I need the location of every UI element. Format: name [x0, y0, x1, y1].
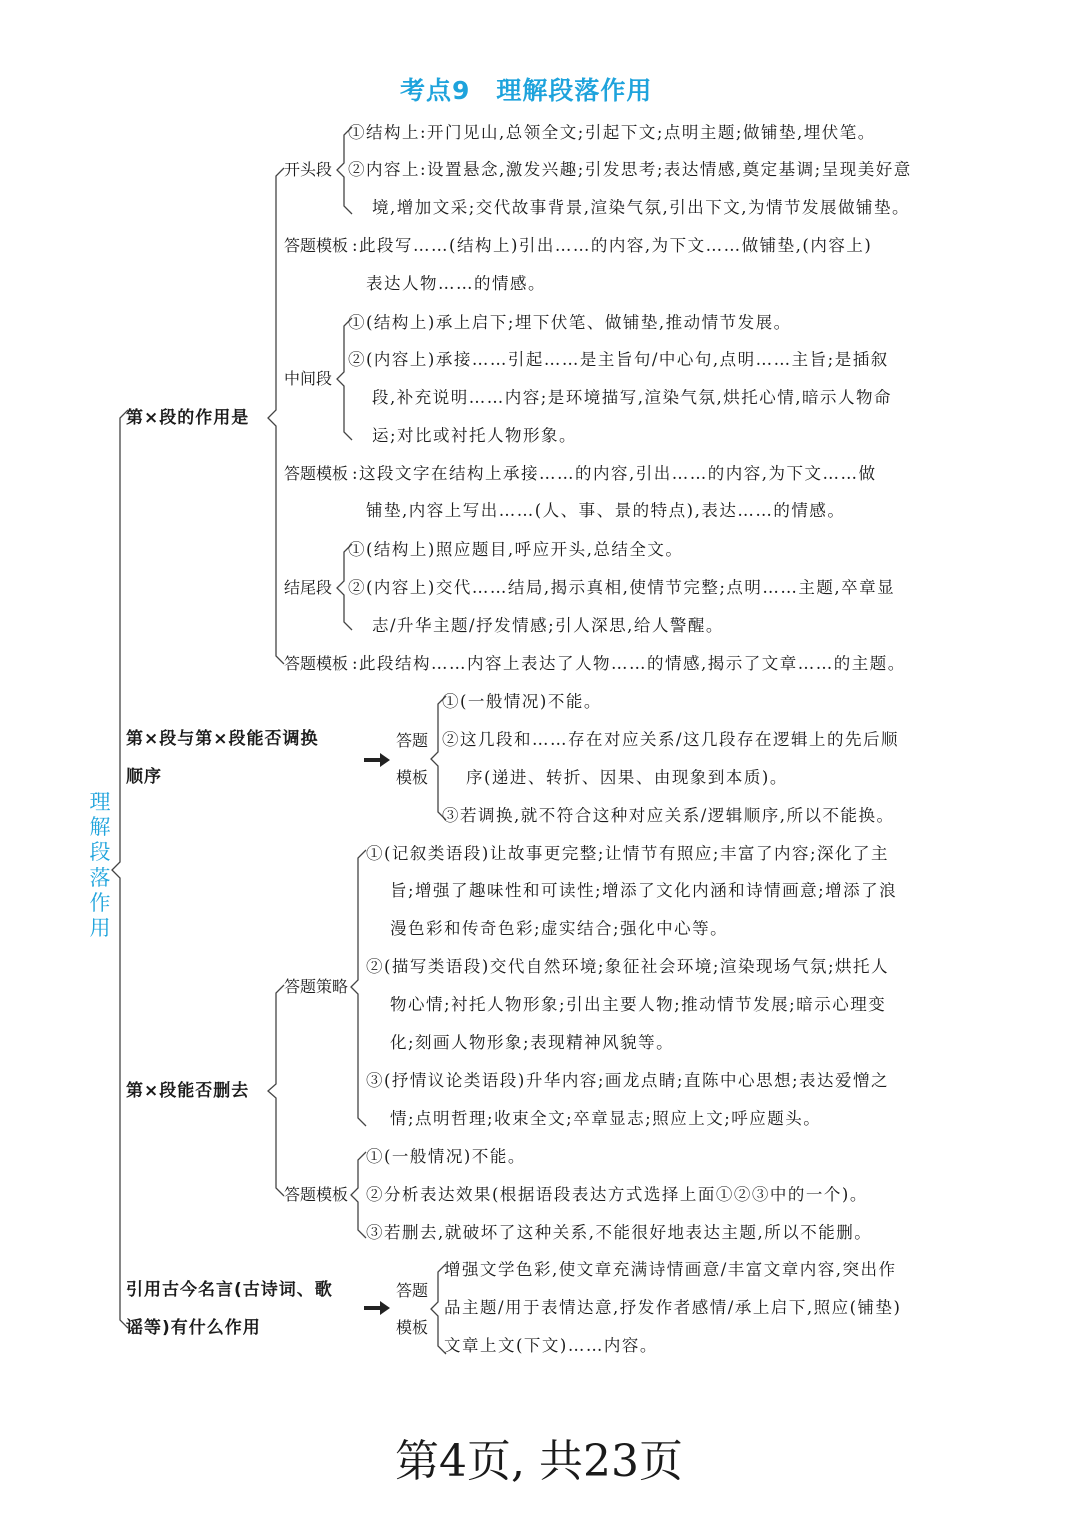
- delete-template-2: ②分析表达效果(根据语段表达方式选择上面①②③中的一个)。: [366, 1185, 868, 1204]
- label-swap-dati: 答题: [396, 731, 429, 750]
- delete-template-brace: [351, 1152, 366, 1238]
- zhongjian-line-2c: 运;对比或衬托人物形象。: [372, 426, 578, 445]
- strategy-line-1b: 旨;增强了趣味性和可读性;增添了文化内涵和诗情画意;增添了浪: [390, 881, 898, 900]
- topic1-brace: [268, 168, 284, 664]
- kaitou-template-b: 表达人物……的情感。: [366, 274, 546, 293]
- topic-delete: 第×段能否删去: [126, 1081, 250, 1101]
- main-brace: [112, 410, 128, 1328]
- kaitou-template-a: :此段写……(结构上)引出……的内容,为下文……做铺垫,(内容上): [352, 236, 873, 255]
- strategy-line-2c: 化;刻画人物形象;表现精神风貌等。: [390, 1033, 675, 1052]
- arrow-quote: [364, 1301, 390, 1315]
- delete-template-3: ③若删去,就破坏了这种关系,不能很好地表达主题,所以不能删。: [366, 1223, 873, 1242]
- topic-quote-line1: 引用古今名言(古诗词、歌: [126, 1280, 333, 1300]
- strategy-line-3b: 情;点明哲理;收束全文;卒章显志;照应上文;呼应题头。: [390, 1109, 822, 1128]
- label-jiewei: 结尾段: [284, 578, 333, 597]
- delete-template-1: ①(一般情况)不能。: [366, 1147, 526, 1166]
- strategy-line-2b: 物心情;衬托人物形象;引出主要人物;推动情节发展;暗示心理变: [390, 995, 887, 1014]
- quote-line-2: 品主题/用于表情达意,抒发作者感情/承上启下,照应(铺垫): [444, 1298, 902, 1317]
- zhongjian-line-2a: ②(内容上)承接……引起……是主旨句/中心句,点明……主旨;是插叙: [348, 350, 889, 369]
- label-jiewei-template: 答题模板: [284, 654, 349, 673]
- jiewei-template: :此段结构……内容上表达了人物……的情感,揭示了文章……的主题。: [352, 654, 906, 673]
- swap-line-3: ③若调换,就不符合这种对应关系/逻辑顺序,所以不能换。: [442, 806, 895, 825]
- jiewei-line-2a: ②(内容上)交代……结局,揭示真相,使情节完整;点明……主题,卒章显: [348, 578, 896, 597]
- kaitou-line-2a: ②内容上:设置悬念,激发兴趣;引发思考;表达情感,奠定基调;呈现美好意: [348, 160, 912, 179]
- zhongjian-template-b: 铺垫,内容上写出……(人、事、景的特点),表达……的情感。: [366, 501, 846, 520]
- swap-brace: [431, 696, 446, 820]
- delete-topic-brace: [268, 985, 284, 1196]
- label-quote-dati: 答题: [396, 1281, 429, 1300]
- swap-line-1: ①(一般情况)不能。: [442, 692, 602, 711]
- label-swap-muban: 模板: [396, 768, 429, 787]
- zhongjian-brace: [337, 318, 352, 440]
- strategy-line-1a: ①(记叙类语段)让故事更完整;让情节有照应;丰富了内容;深化了主: [366, 844, 890, 863]
- strategy-brace: [351, 850, 366, 1126]
- label-strategy: 答题策略: [284, 977, 349, 996]
- label-kaitou: 开头段: [284, 160, 333, 179]
- topic-function: 第×段的作用是: [126, 408, 250, 428]
- label-delete-template: 答题模板: [284, 1185, 349, 1204]
- page-title: 考点9 理解段落作用: [400, 76, 653, 105]
- topic-swap-line2: 顺序: [126, 767, 162, 787]
- quote-line-1: 增强文学色彩,使文章充满诗情画意/丰富文章内容,突出作: [444, 1260, 897, 1279]
- swap-line-2b: 序(递进、转折、因果、由现象到本质)。: [466, 768, 788, 787]
- strategy-line-2a: ②(描写类语段)交代自然环境;象征社会环境;渲染现场气氛;烘托人: [366, 957, 890, 976]
- jiewei-line-1: ①(结构上)照应题目,呼应开头,总结全文。: [348, 540, 684, 559]
- label-quote-muban: 模板: [396, 1318, 429, 1337]
- quote-line-3: 文章上文(下文)……内容。: [444, 1336, 658, 1355]
- arrow-swap: [364, 753, 390, 767]
- jiewei-line-2b: 志/升华主题/抒发情感;引人深思,给人警醒。: [372, 616, 724, 635]
- zhongjian-line-1: ①(结构上)承上启下;埋下伏笔、做铺垫,推动情节发展。: [348, 313, 792, 332]
- zhongjian-template-a: :这段文字在结构上承接……的内容,引出……的内容,为下文……做: [352, 464, 877, 483]
- topic-quote-line2: 谣等)有什么作用: [126, 1318, 261, 1338]
- label-kaitou-template: 答题模板: [284, 236, 349, 255]
- page-footer: 第4页, 共23页: [395, 1436, 683, 1487]
- strategy-line-3a: ③(抒情议论类语段)升华内容;画龙点睛;直陈中心思想;表达爱憎之: [366, 1071, 890, 1090]
- kaitou-line-1: ①结构上:开门见山,总领全文;引起下文;点明主题;做铺垫,埋伏笔。: [348, 123, 876, 142]
- swap-line-2a: ②这几段和……存在对应关系/这几段存在逻辑上的先后顺: [442, 730, 900, 749]
- strategy-line-1c: 漫色彩和传奇色彩;虚实结合;强化中心等。: [390, 919, 729, 938]
- label-zhongjian: 中间段: [284, 369, 333, 388]
- zhongjian-line-2b: 段,补充说明……内容;是环境描写,渲染气氛,烘托心情,暗示人物命: [372, 388, 893, 407]
- label-zhongjian-template: 答题模板: [284, 464, 349, 483]
- topic-swap-line1: 第×段与第×段能否调换: [126, 729, 319, 749]
- side-title: 理解段落作用: [89, 790, 111, 940]
- kaitou-line-2b: 境,增加文采;交代故事背景,渲染气氛,引出下文,为情节发展做铺垫。: [372, 198, 911, 217]
